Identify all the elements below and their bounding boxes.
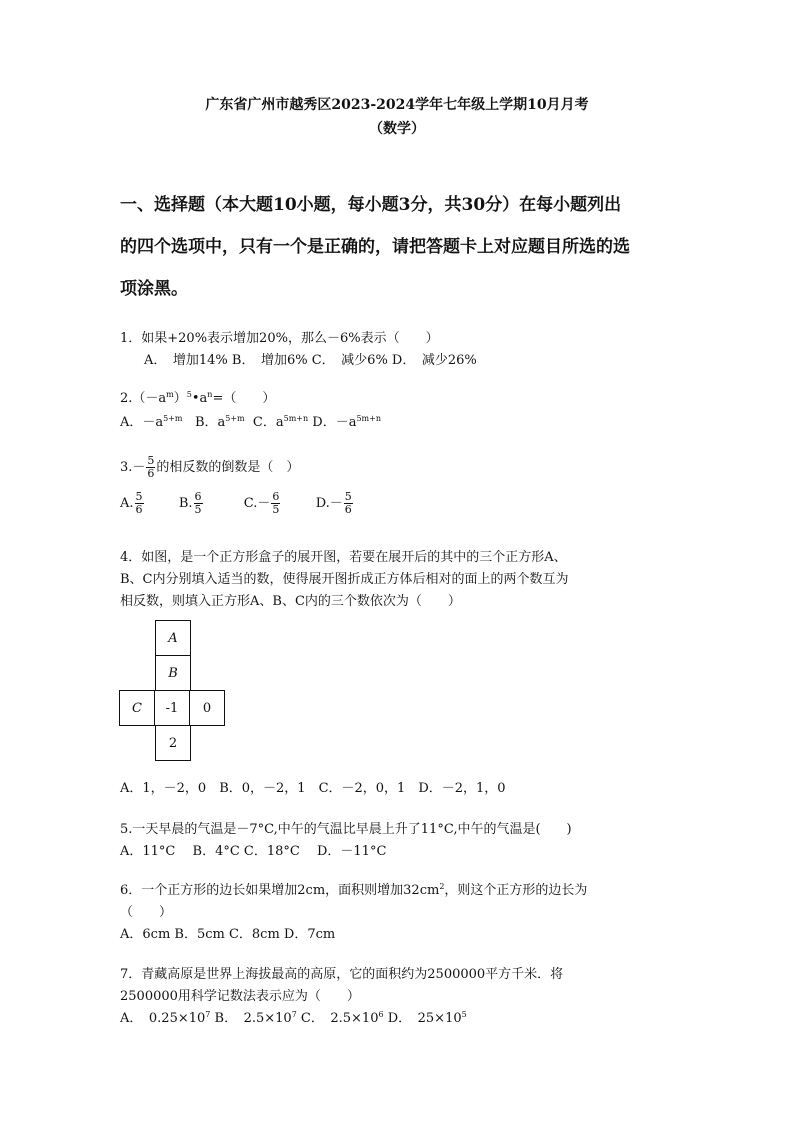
question-4-options: A．1，－2，0 B．0，－2，1 C．－2，0，1 D．－2，1，0 — [120, 781, 506, 796]
question-6-options: A．6cm B．5cm C．8cm D．7cm — [120, 927, 336, 942]
option-c: C.－ $\frac{6}{5}$ — [243, 490, 280, 516]
question-3-options — [120, 491, 354, 516]
section-heading-line-1: 一、选择题（本大题10小题，每小题3分，共30分）在每小题列出 — [120, 195, 622, 215]
question-5-options: A．11°C B．4°C C．18°C D．－11°C — [120, 844, 387, 859]
option-d: D．$-a^{5m+n}$ — [312, 414, 381, 430]
section-heading-line-3: 项涂黑。 — [120, 279, 188, 299]
cube-net-diagram — [119, 620, 227, 764]
question-1-stem: 1．如果+20%表示增加20%，那么－6%表示（ ） — [120, 331, 439, 346]
net-cell-two: 2 — [155, 725, 191, 761]
option-a: A． $0.25\times 10^7$ — [120, 1010, 211, 1026]
option-c: C．$a^{5m+n}$ — [252, 414, 309, 430]
question-4-line-2: B、C内分别填入适当的数，使得展开图折成正方体后相对的面上的两个数互为 — [120, 572, 569, 587]
fraction: $\frac{5}{6}$ — [147, 454, 155, 480]
question-7-line-1: 7．青藏高原是世界上海拔最高的高原，它的面积约为2500000平方千米．将 — [120, 967, 564, 982]
question-6-line-2: （ ） — [120, 905, 173, 920]
option-a: A. $\frac{5}{6}$ — [120, 490, 143, 516]
page-subtitle: （数学） — [369, 121, 425, 137]
option-b: B． $2.5\times 10^7$ — [214, 1010, 297, 1026]
question-4-line-1: 4．如图，是一个正方形盒子的展开图，若要在展开后的其中的三个正方形A、 — [120, 550, 567, 565]
question-2-stem: $2.(-a^m)^5•a^n=$（ ） — [120, 390, 276, 406]
question-5-stem: 5.一天早晨的气温是－7°C,中午的气温比早晨上升了11°C,中午的气温是( ) — [120, 822, 572, 837]
net-cell-zero: 0 — [189, 690, 225, 726]
option-b: B. $\frac{6}{5}$ — [178, 490, 202, 516]
net-cell-minus-one: -1 — [154, 690, 190, 726]
net-cell-a: A — [155, 620, 191, 656]
question-4-line-3: 相反数，则填入正方形A、B、C内的三个数依次为（ ） — [120, 594, 461, 609]
question-1-options: A． 增加14% B． 增加6% C． 减少6% D． 减少26% — [144, 353, 477, 368]
question-3-stem: 3.－ $\frac{5}{6}$ 的相反数的倒数是（ ） — [120, 454, 300, 480]
option-b: B．$a^{5+m}$ — [194, 414, 245, 430]
question-7-line-2: 2500000用科学记数法表示应为（ ） — [120, 989, 360, 1004]
section-heading-line-2: 的四个选项中，只有一个是正确的，请把答题卡上对应题目所选的选 — [120, 237, 630, 257]
net-cell-c: C — [119, 690, 155, 726]
option-d: D． $25\times 10^5$ — [387, 1010, 467, 1026]
net-cell-b: B — [155, 655, 191, 691]
option-c: C． $2.5\times 10^6$ — [300, 1010, 384, 1026]
question-7-options — [120, 1007, 467, 1026]
question-6-line-1: 6．一个正方形的边长如果增加2cm，面积则增加$32cm^2$，则这个正方形的边长为 — [120, 882, 588, 898]
question-2-options — [120, 411, 381, 430]
option-a: A．$-a^{5+m}$ — [120, 414, 183, 430]
page-title: 广东省广州市越秀区2023-2024学年七年级上学期10月月考 — [205, 97, 589, 113]
option-d: D.－ $\frac{5}{6}$ — [315, 490, 352, 516]
